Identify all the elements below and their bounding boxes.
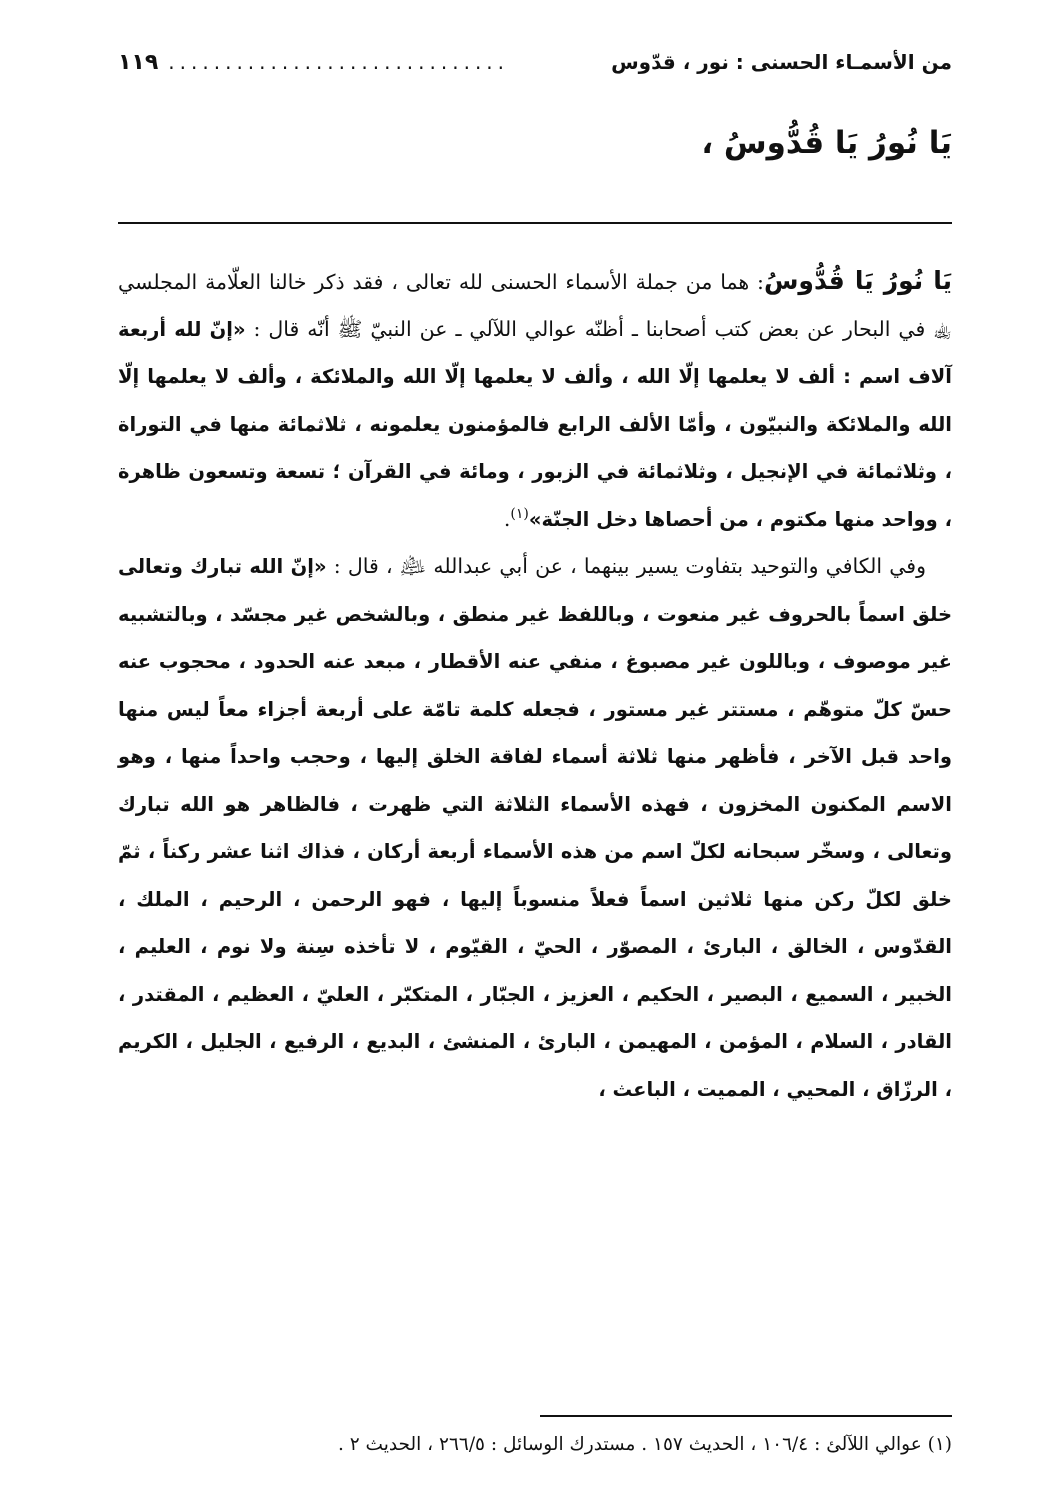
heading-divider — [118, 222, 952, 224]
page-number: ١١٩ — [118, 49, 159, 75]
paragraph-1-text: : هما من جملة الأسماء الحسنى لله تعالى ، فقد ذكر خالنا العلّامة المجلسي ﵀ في البحار عن بعض كتب أصحابنا ـ أظنّه عوالي اللآلي ـ عن النبيّ ﷺ أنّه قال : — [118, 270, 952, 341]
footnote-ref[interactable]: (١) — [510, 505, 529, 522]
term-heading: يَا نُورُ يَا قُدُّوسُ — [763, 266, 952, 295]
paragraph-2 — [118, 543, 952, 1113]
hadith-quote-1: «إنّ لله أربعة آلاف اسم : ألف لا يعلمها إلّا الله ، وألف لا يعلمها إلّا الله والملائكة ، وألف لا يعلمها إلّا الله والملائكة والنبيّون ، وأمّا الألف الرابع فالمؤمنون يعلمونه ، ثلاثمائة منها في التوراة ، وثلاثمائة في الإنجيل ، وثلاثمائة في الزبور ، ومائة في القرآن ؛ تسعة وتسعون ظاهرة ، وواحد منها مكتوم ، من أحصاها دخل الجنّة» — [118, 317, 952, 531]
section-heading: يَا نُورُ يَا قُدُّوسُ ، — [701, 125, 952, 161]
paragraph-1 — [118, 258, 952, 543]
dot-leader: .............................. — [168, 50, 510, 74]
paragraph-2-intro: وفي الكافي والتوحيد بتفاوت يسير بينهما ، عن أبي عبدالله ﵇ ، قال : — [326, 554, 927, 578]
running-header — [118, 40, 952, 84]
footnote-divider — [540, 1415, 952, 1417]
paragraph-1-end: . — [503, 506, 511, 531]
footnote: (١) عوالي اللآلئ : ١٠٦/٤ ، الحديث ١٥٧ . مستدرك الوسائل : ٢٦٦/٥ ، الحديث ٢ . — [337, 1434, 952, 1455]
main-text — [118, 258, 952, 1113]
hadith-quote-2: «إنّ الله تبارك وتعالى خلق اسماً بالحروف غير منعوت ، وباللفظ غير منطق ، وبالشخص غير مجسّد ، وبالتشبيه غير موصوف ، وباللون غير مصبوغ ، منفي عنه الأقطار ، مبعد عنه الحدود ، محجوب عنه حسّ كلّ متوهّم ، مستتر غير مستور ، فجعله كلمة تامّة على أربعة أجزاء معاً ليس منها واحد قبل الآخر ، فأظهر منها ثلاثة أسماء لفاقة الخلق إليها ، وحجب واحداً منها ، وهو الاسم المكنون المخزون ، فهذه الأسماء الثلاثة التي ظهرت ، فالظاهر هو الله تبارك وتعالى ، وسخّر سبحانه لكلّ اسم من هذه الأسماء أربعة أركان ، فذاك اثنا عشر ركناً ، ثمّ خلق لكلّ ركن منها ثلاثين اسماً فعلاً منسوباً إليها ، فهو الرحمن ، الرحيم ، الملك ، القدّوس ، الخالق ، البارئ ، المصوّر ، الحيّ ، القيّوم ، لا تأخذه سِنة ولا نوم ، العليم ، الخبير ، السميع ، البصير ، الحكيم ، العزيز ، الجبّار ، المتكبّر ، العليّ ، العظيم ، المقتدر ، القادر ، السلام ، المؤمن ، المهيمن ، البارئ ، المنشئ ، البديع ، الرفيع ، الجليل ، الكريم ، الرزّاق ، المحيي ، المميت ، الباعث ، — [118, 555, 952, 1101]
running-title: من الأسمـاء الحسنى : نور ، قدّوس — [611, 50, 952, 74]
